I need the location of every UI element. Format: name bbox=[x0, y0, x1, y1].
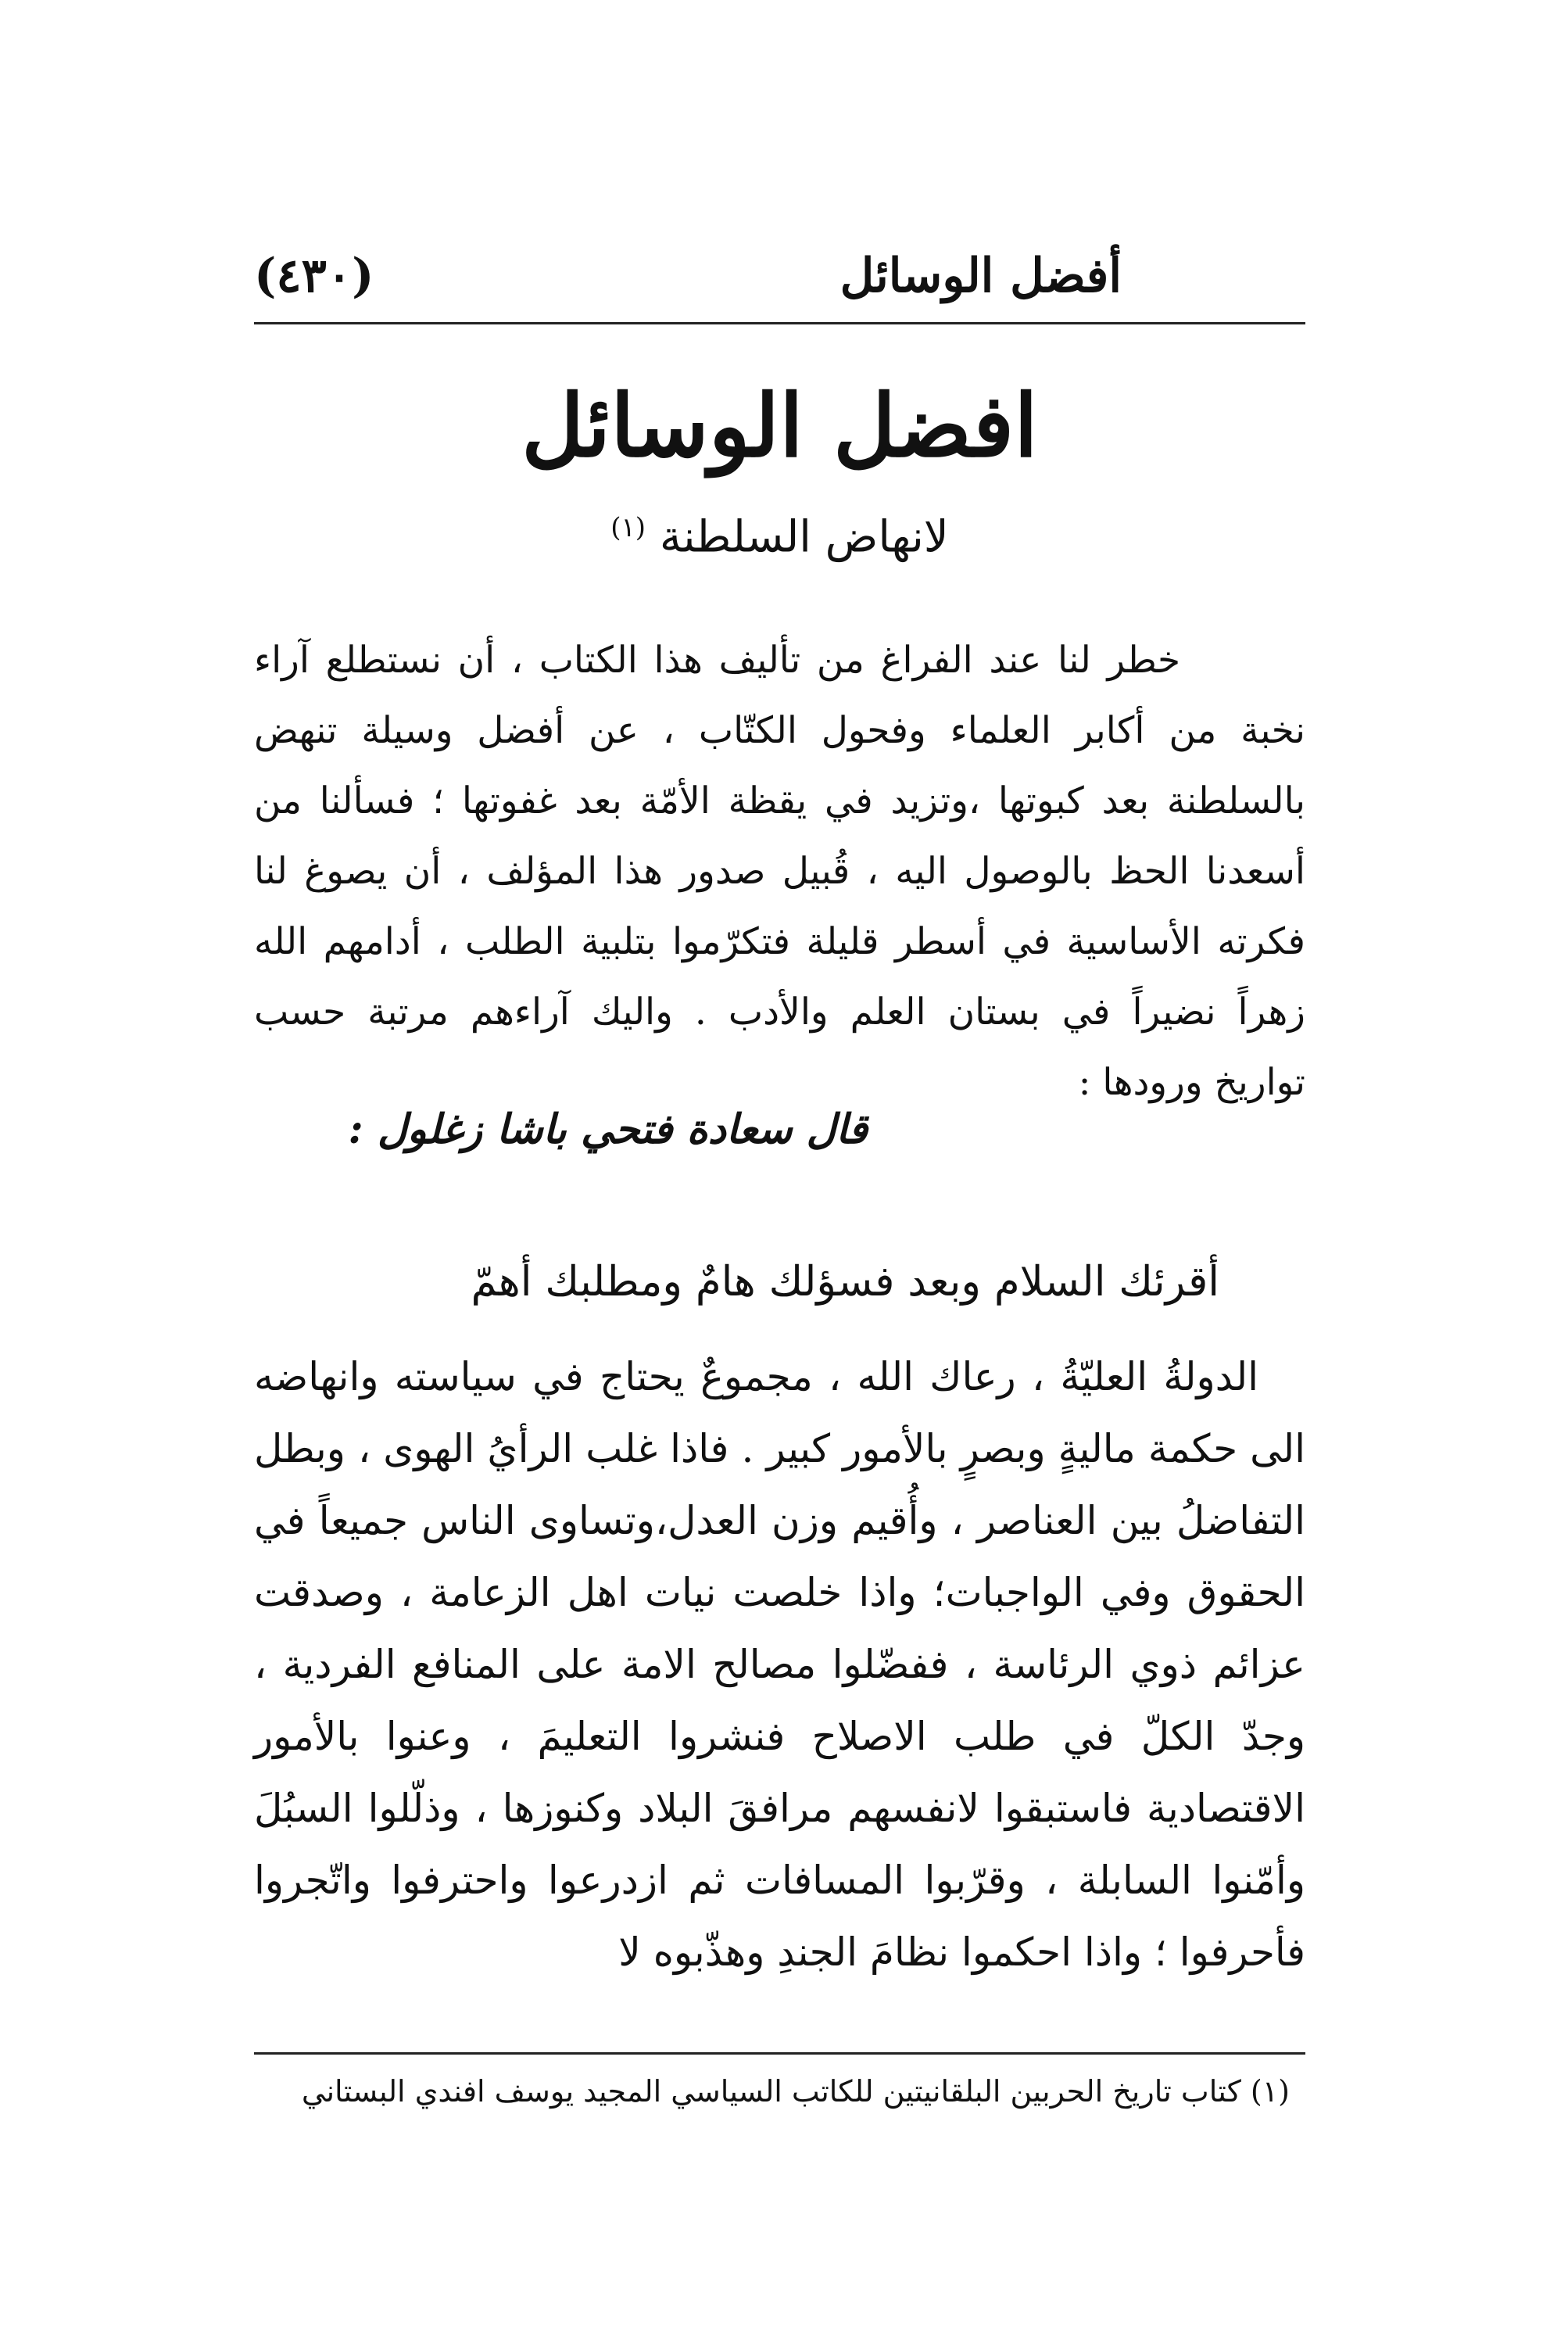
header-rule bbox=[254, 322, 1305, 324]
subtitle-text: لانهاض السلطنة bbox=[659, 511, 949, 563]
intro-text: خطر لنا عند الفراغ من تأليف هذا الكتاب ، أن نستطلع آراء نخبة من أكابر العلماء وفحول الكتّاب ، عن أفضل وسيلة تنهض بالسلطنة بعد كبوتها ،وتزيد في يقظة الأمّة بعد غفوتها ؛ فسألنا من أسعدنا الحظ بالوصول اليه ، قُبيل صدور هذا المؤلف ، أن يصوغ لنا فكرته الأساسية في أسطر قليلة فتكرّموا بتلبية الطلب ، أدامهم الله زهراً نضيراً في بستان العلم والأدب . واليك آراءهم مرتبة حسب تواريخ ورودها : bbox=[254, 639, 1305, 1104]
chapter-subtitle bbox=[254, 493, 1305, 573]
running-header bbox=[254, 241, 1301, 311]
footnote-marker: (١) bbox=[610, 512, 646, 543]
footnote: (١) كتاب تاريخ الحربين البلقانيتين للكاتب السياسي المجيد يوسف افندي البستاني bbox=[301, 2074, 1290, 2109]
page-number: (٤٣٠) bbox=[254, 249, 374, 303]
response-text: الدولةُ العليّةُ ، رعاك الله ، مجموعٌ يحتاج في سياسته وانهاضه الى حكمة ماليةٍ وبصرٍ بالأمور كبير . فاذا غلب الرأيُ الهوى ، وبطل التفاضلُ بين العناصر ، وأُقيم وزن العدل،وتساوى الناس جميعاً في الحقوق وفي الواجبات؛ واذا خلصت نيات اهل الزعامة ، وصدقت عزائم ذوي الرئاسة ، ففضّلوا مصالح الامة على المنافع الفردية ، وجدّ الكلّ في طلب الاصلاح فنشروا التعليمَ ، وعنوا بالأمور الاقتصادية فاستبقوا لانفسهم مرافقَ البلاد وكنوزها ، وذلّلوا السبُلَ وأمّنوا السابلة ، وقرّبوا المسافات ثم ازدرعوا واحترفوا واتّجروا فأحرفوا ؛ واذا احكموا نظامَ الجندِ وهذّبوه لا bbox=[254, 1354, 1305, 1975]
intro-paragraph bbox=[254, 625, 1305, 1118]
running-title: أفضل الوسائل bbox=[839, 249, 1122, 303]
footnote-rule bbox=[254, 2052, 1305, 2055]
opening-verse: أقرئك السلام وبعد فسؤلك هامٌ ومطلبك أهمّ bbox=[471, 1258, 1219, 1306]
chapter-title: افضل الوسائل bbox=[521, 375, 1038, 476]
speaker-heading: قال سعادة فتحي باشا زغلول : bbox=[348, 1105, 868, 1153]
response-paragraph bbox=[254, 1341, 1305, 1988]
